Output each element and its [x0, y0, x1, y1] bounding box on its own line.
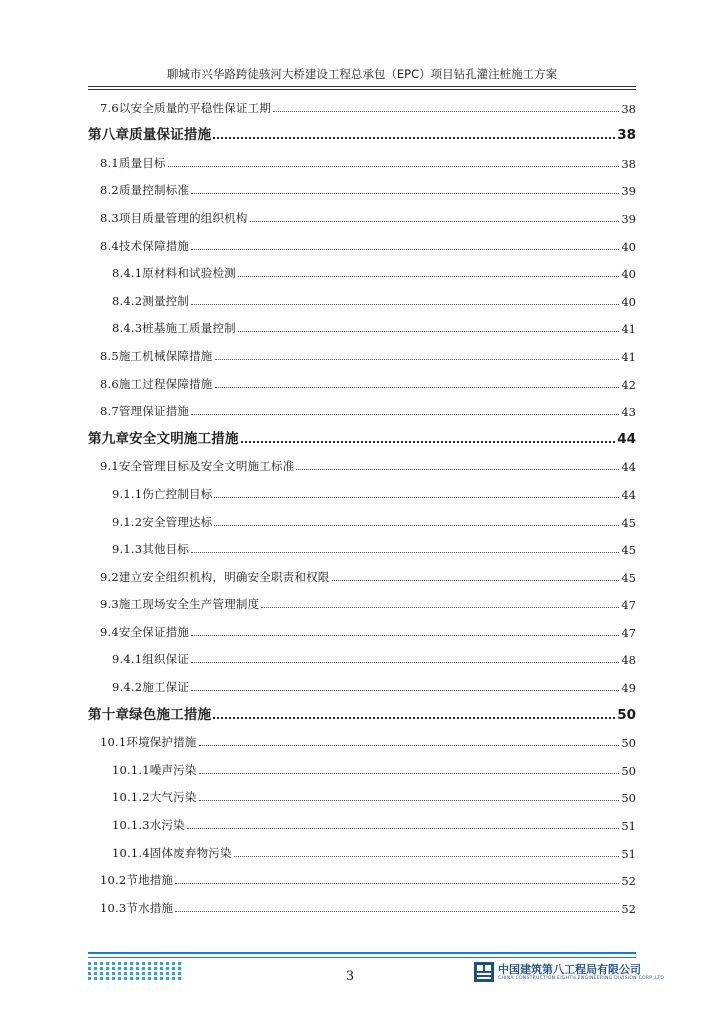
toc-entry-title: 8.4技术保障措施 — [100, 238, 190, 253]
toc-entry-page: 47 — [621, 625, 636, 640]
toc-entry-page: 47 — [621, 598, 636, 613]
toc-entry[interactable] — [88, 121, 636, 149]
toc-entry-title: 10.1.2大气污染 — [112, 790, 197, 805]
toc-entry-title: 9.2建立安全组织机构，明确安全职责和权限 — [100, 569, 330, 584]
toc-entry-title: 9.1.2安全管理达标 — [112, 514, 213, 529]
toc-entry[interactable] — [88, 203, 636, 231]
toc-entry[interactable] — [88, 231, 636, 259]
document-header-title: 聊城市兴华路跨徒骇河大桥建设工程总承包（EPC）项目钻孔灌注桩施工方案 — [166, 67, 558, 81]
toc-entry-page: 51 — [621, 846, 636, 861]
toc-entry[interactable] — [88, 424, 636, 452]
toc-entry[interactable] — [88, 645, 636, 673]
toc-entry-page: 50 — [621, 791, 636, 806]
toc-entry[interactable] — [88, 452, 636, 480]
toc-leader-dots — [191, 304, 619, 305]
toc-entry-page: 48 — [621, 653, 636, 668]
toc-entry-page: 52 — [621, 874, 636, 889]
toc-entry-title: 8.6施工过程保障措施 — [100, 376, 213, 391]
toc-entry[interactable] — [88, 507, 636, 535]
toc-entry[interactable] — [88, 700, 636, 728]
toc-leader-dots — [191, 414, 619, 415]
toc-leader-dots — [191, 552, 619, 553]
footer-rule-thin — [88, 957, 636, 958]
toc-entry-title: 10.1.4固体废弃物污染 — [112, 845, 232, 860]
toc-entry-page: 45 — [621, 543, 636, 558]
toc-entry-title: 8.3项目质量管理的组织机构 — [100, 210, 248, 225]
toc-entry-page: 50 — [621, 763, 636, 778]
toc-entry-page: 43 — [621, 405, 636, 420]
toc-entry[interactable] — [88, 590, 636, 618]
header-rule — [88, 86, 636, 87]
toc-entry[interactable] — [88, 562, 636, 590]
toc-leader-dots — [191, 249, 619, 250]
toc-leader-dots — [191, 193, 619, 194]
toc-entry-title: 9.3施工现场安全生产管理制度 — [100, 597, 260, 612]
footer-rule — [88, 952, 636, 954]
toc-entry-title: 8.2质量控制标准 — [100, 183, 190, 198]
toc-entry-page: 49 — [621, 681, 636, 696]
toc-leader-dots — [191, 662, 619, 663]
toc-entry[interactable] — [88, 728, 636, 756]
toc-entry-page: 41 — [621, 349, 636, 364]
toc-leader-dots — [187, 828, 619, 829]
toc-entry[interactable] — [88, 314, 636, 342]
toc-entry[interactable] — [88, 838, 636, 866]
toc-leader-dots — [238, 276, 619, 277]
toc-leader-dots — [191, 635, 619, 636]
toc-entry-title: 7.6以安全质量的平稳性保证工期 — [100, 100, 271, 115]
toc-entry-page: 51 — [621, 819, 636, 834]
toc-leader-dots — [261, 607, 619, 608]
toc-entry-page: 42 — [621, 377, 636, 392]
toc-entry-title: 8.4.3桩基施工质量控制 — [112, 321, 236, 336]
toc-entry-page: 41 — [621, 322, 636, 337]
toc-entry-title: 9.4.1组织保证 — [112, 652, 190, 667]
toc-entry-page: 44 — [621, 460, 636, 475]
toc-entry-title: 8.5施工机械保障措施 — [100, 348, 213, 363]
toc-entry-title: 8.7管理保证措施 — [100, 404, 190, 419]
toc-entry-title: 第九章安全文明施工措施 — [88, 430, 239, 447]
toc-leader-dots — [213, 137, 615, 139]
toc-entry[interactable] — [88, 397, 636, 425]
toc-entry[interactable] — [88, 341, 636, 369]
toc-leader-dots — [175, 911, 619, 912]
toc-entry[interactable] — [88, 369, 636, 397]
toc-leader-dots — [273, 111, 619, 112]
toc-entry[interactable] — [88, 810, 636, 838]
toc-entry-title: 第十章绿色施工措施 — [88, 706, 212, 723]
toc-entry-page: 39 — [621, 184, 636, 199]
company-name-en: CHINA CONSTRUCTION EIGHTH ENGINEERING DIVISION CORP.,LTD — [498, 976, 665, 981]
toc-entry-page: 40 — [621, 267, 636, 282]
toc-entry[interactable] — [88, 176, 636, 204]
toc-entry-title: 9.4安全保证措施 — [100, 624, 190, 639]
company-name: 中国建筑第八工程局有限公司 — [498, 963, 641, 976]
toc-entry-title: 8.4.2测量控制 — [112, 293, 190, 308]
toc-entry-title: 10.2节地措施 — [100, 873, 174, 888]
toc-leader-dots — [199, 800, 620, 801]
toc-entry[interactable] — [88, 617, 636, 645]
toc-entry[interactable] — [88, 672, 636, 700]
toc-entry-title: 10.3节水措施 — [100, 900, 174, 915]
toc-entry-title: 9.4.2施工保证 — [112, 680, 190, 695]
toc-leader-dots — [215, 387, 620, 388]
toc-entry-page: 50 — [617, 706, 636, 723]
company-logo-icon — [474, 962, 494, 982]
toc-entry-page: 40 — [621, 294, 636, 309]
toc-leader-dots — [238, 331, 619, 332]
toc-entry[interactable] — [88, 755, 636, 783]
toc-leader-dots — [215, 359, 620, 360]
toc-leader-dots — [250, 221, 620, 222]
toc-entry[interactable] — [88, 893, 636, 921]
toc-entry-page: 45 — [621, 515, 636, 530]
toc-entry-page: 39 — [621, 211, 636, 226]
toc-leader-dots — [296, 469, 619, 470]
page-number: 3 — [345, 969, 355, 984]
toc-entry-title: 10.1环境保护措施 — [100, 735, 197, 750]
toc-entry-page: 52 — [621, 901, 636, 916]
toc-entry-title: 9.1安全管理目标及安全文明施工标准 — [100, 459, 295, 474]
toc-entry-title: 9.1.1伤亡控制目标 — [112, 486, 213, 501]
toc-entry-page: 50 — [621, 736, 636, 751]
toc-entry-page: 44 — [621, 487, 636, 502]
toc-entry[interactable] — [88, 866, 636, 894]
toc-leader-dots — [213, 717, 615, 719]
toc-leader-dots — [241, 441, 616, 443]
decorative-pattern-icon — [88, 962, 184, 982]
toc-leader-dots — [199, 773, 620, 774]
toc-entry[interactable] — [88, 93, 636, 121]
toc-entry[interactable] — [88, 479, 636, 507]
toc-leader-dots — [234, 856, 620, 857]
toc-entry-page: 44 — [617, 430, 636, 447]
toc-leader-dots — [214, 497, 619, 498]
toc-entry[interactable] — [88, 148, 636, 176]
toc-entry-title: 10.1.3水污染 — [112, 818, 185, 833]
toc-entry-title: 8.4.1原材料和试验检测 — [112, 266, 236, 281]
toc-entry[interactable] — [88, 259, 636, 287]
toc-leader-dots — [175, 883, 619, 884]
toc-entry[interactable] — [88, 783, 636, 811]
table-of-contents — [88, 93, 636, 921]
toc-entry-page: 38 — [621, 101, 636, 116]
toc-entry-page: 38 — [621, 156, 636, 171]
toc-entry[interactable] — [88, 286, 636, 314]
toc-entry-title: 8.1质量目标 — [100, 155, 166, 170]
toc-entry[interactable] — [88, 535, 636, 563]
toc-entry-title: 第八章质量保证措施 — [88, 127, 212, 144]
header-rule-thin — [88, 89, 636, 90]
toc-leader-dots — [168, 166, 620, 167]
toc-entry-title: 9.1.3其他目标 — [112, 542, 190, 557]
toc-entry-page: 38 — [617, 127, 636, 144]
toc-entry-page: 45 — [621, 570, 636, 585]
toc-leader-dots — [214, 525, 619, 526]
toc-leader-dots — [332, 580, 620, 581]
toc-leader-dots — [199, 745, 620, 746]
toc-entry-title: 10.1.1噪声污染 — [112, 762, 197, 777]
toc-leader-dots — [191, 690, 619, 691]
toc-entry-page: 40 — [621, 239, 636, 254]
